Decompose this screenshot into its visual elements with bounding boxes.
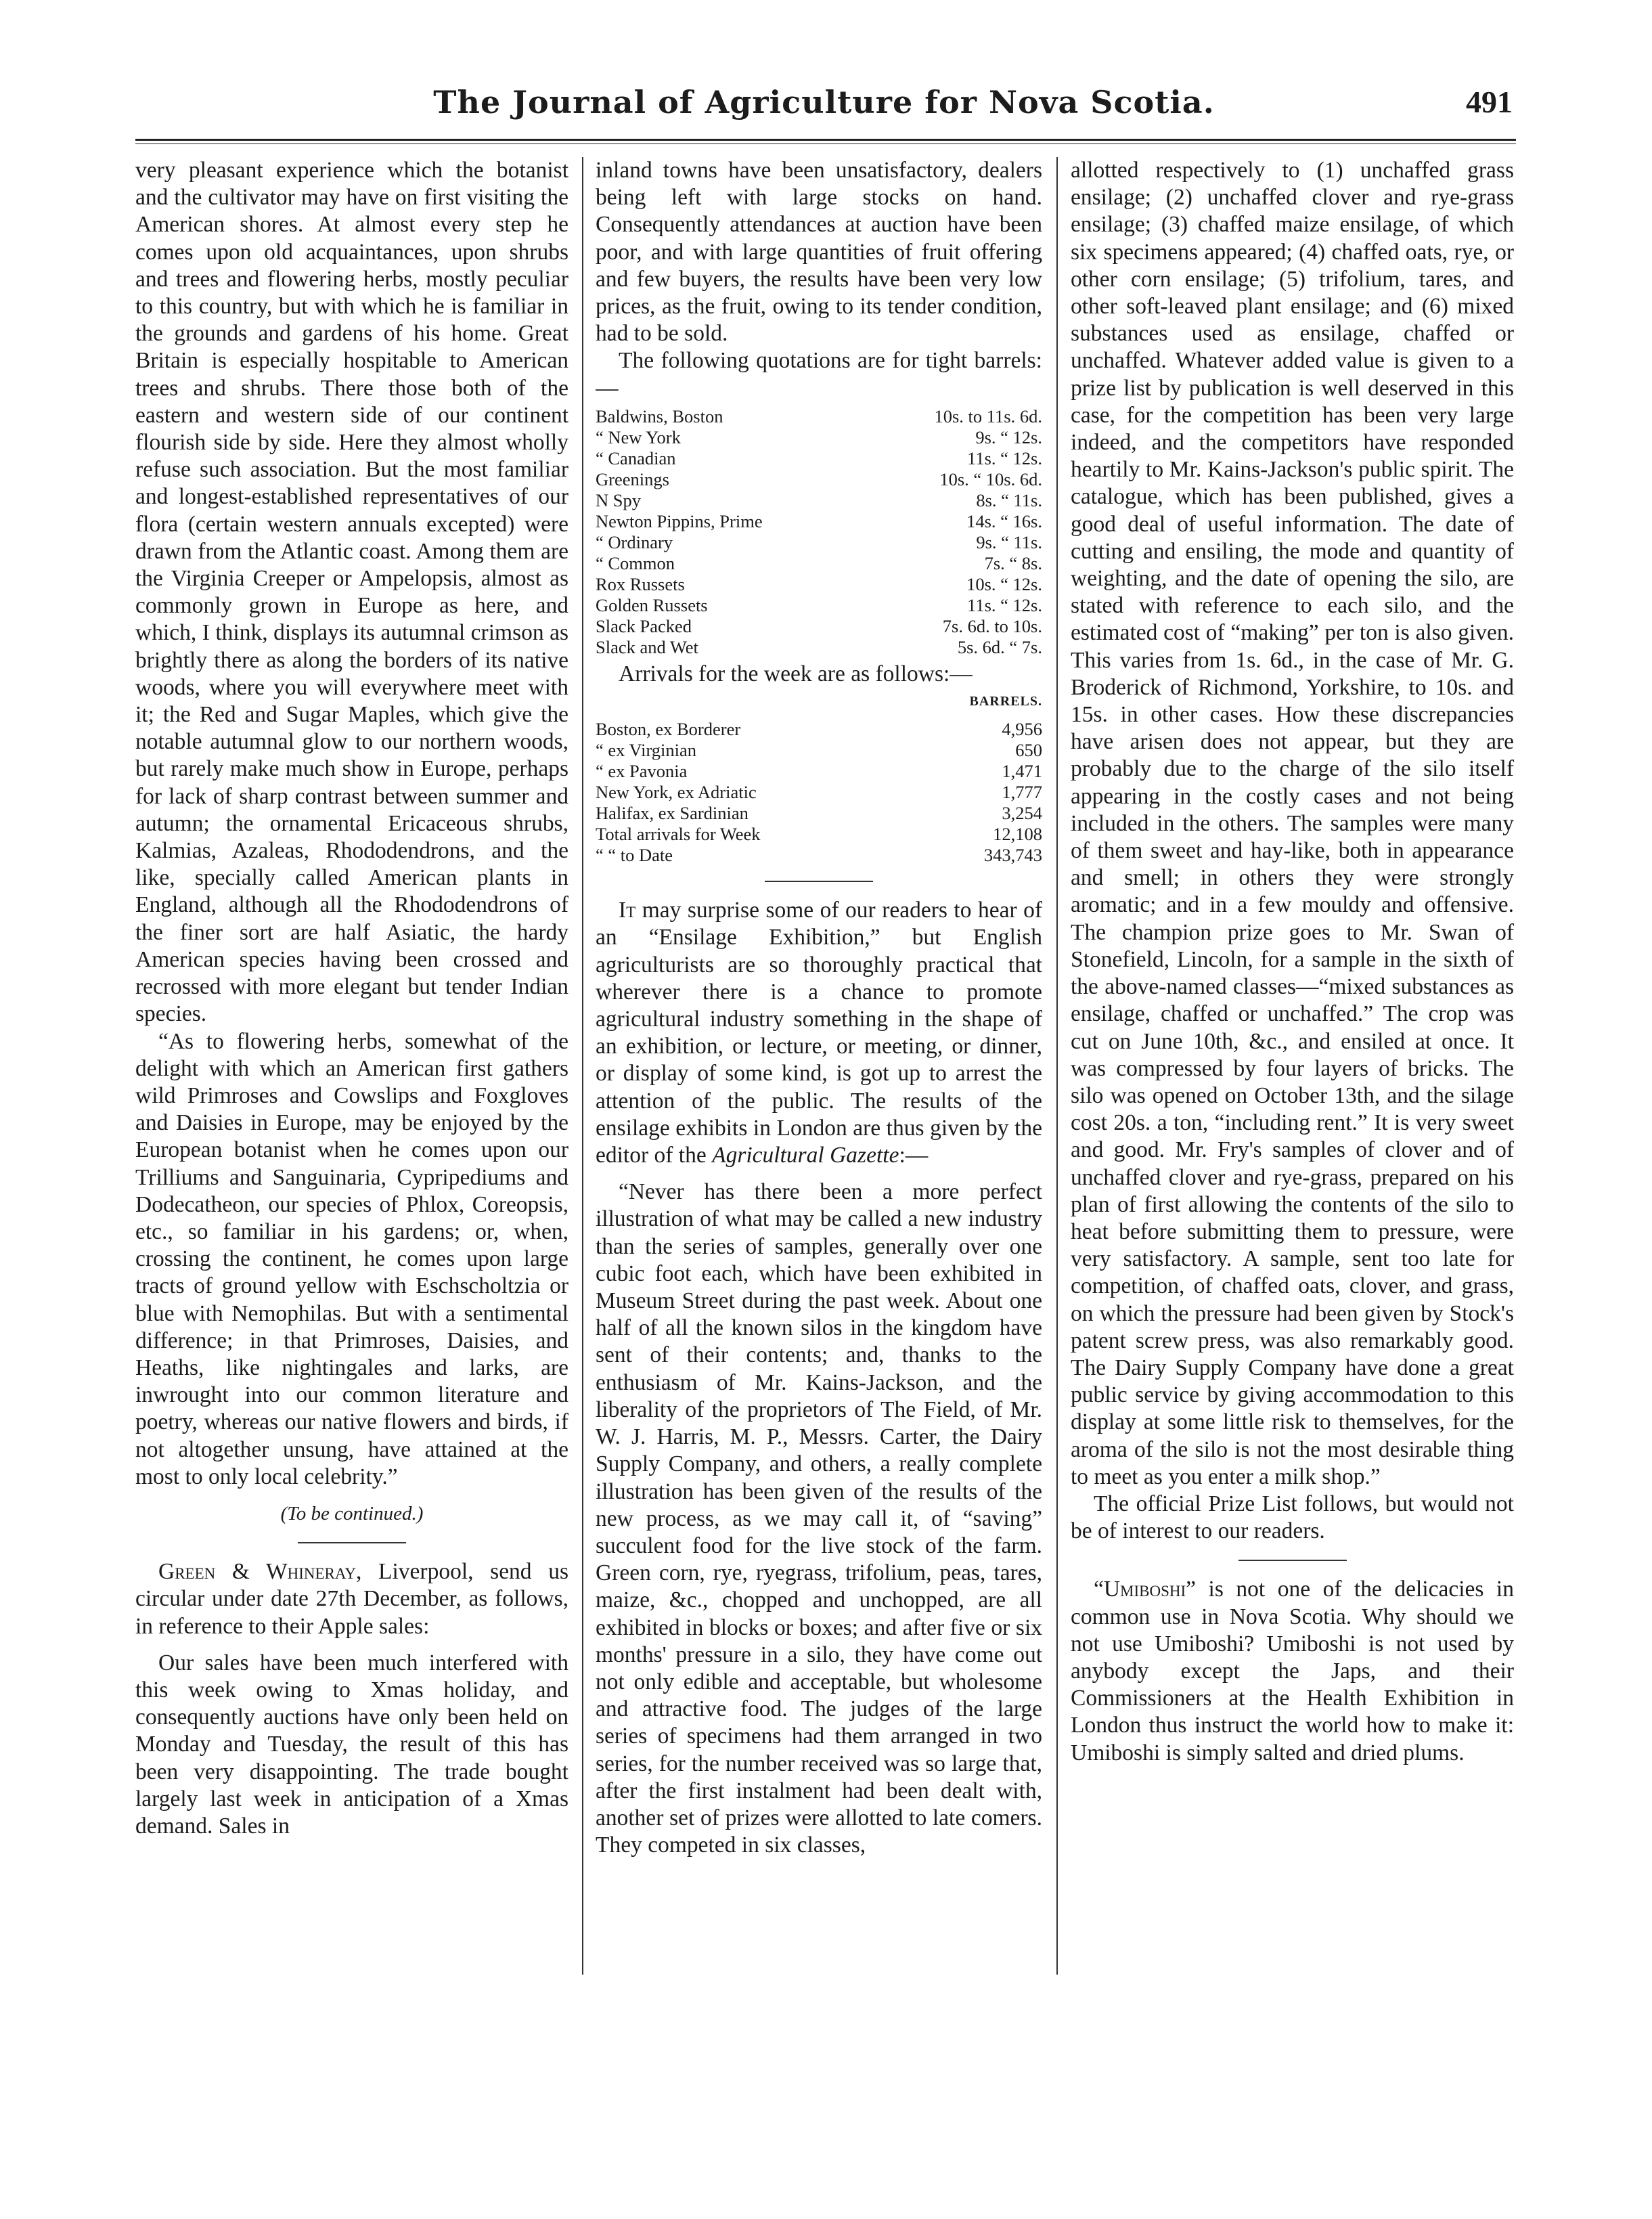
quotation-row [596, 448, 1042, 469]
quotation-row [596, 574, 1042, 595]
quotation-row [596, 616, 1042, 637]
arrival-row [596, 740, 1042, 761]
drop-word: It [619, 898, 636, 923]
paragraph-never-has-there: “Never has there been a more perfect illustration of what may be called a new industry than the series of samples, generally over one cubic foot each, which have been exhibited in Museum Street during the past week. About one half of all the known silos in the kingdom have sent of their contents; and, thanks to the enthusiasm of Mr. Kains-Jackson, and the liberality of the proprietors of The Field, of Mr. W. J. Harris, M. P., Messrs. Carter, the Dairy Supply Company, and others, a really complete illustration has been given of the results of the new process, as we may call it, of “saving” succulent food for the live stock of the farm. Green corn, rye, ryegrass, trifolium, peas, tares, maize, &c., chopped and unchopped, are all exhibited in blocks or boxes; and after five or six months' pressure in a silo, they have come out not only edible and acceptable, but wholesome and attractive food. The judges of the large series of specimens had them arranged in two series, for the number received was so large that, after the first instalment had been dealt with, another set of prizes were allotted to late comers. They competed in six classes, [596, 1179, 1042, 1858]
quotation-row-value: 10s. “ 12s. [966, 573, 1042, 594]
quotation-row-label: “ Ordinary [596, 531, 673, 552]
column-1 [135, 157, 568, 2039]
quotation-row-value: 9s. “ 11s. [976, 531, 1042, 552]
to-be-continued: (To be continued.) [280, 1502, 424, 1524]
quotation-row-label: Newton Pippins, Prime [596, 510, 763, 531]
section-divider [765, 881, 873, 882]
quotation-row-value: 7s. “ 8s. [984, 552, 1042, 573]
column-divider-2 [1056, 157, 1058, 1975]
arrival-row-label: “ “ to Date [596, 845, 673, 866]
arrival-row-label: “ ex Pavonia [596, 761, 688, 782]
paragraph-ensilage-end: :— [899, 1143, 929, 1168]
arrival-row-value: 1,471 [1002, 761, 1042, 782]
column-2 [596, 157, 1042, 2039]
quotation-row-value: 14s. “ 16s. [966, 510, 1042, 531]
arrival-row [596, 845, 1042, 866]
quotation-row-value: 9s. “ 12s. [975, 426, 1042, 447]
quotation-row-value: 5s. 6d. “ 7s. [957, 636, 1042, 657]
quotation-row [596, 595, 1042, 616]
quotation-row-value: 10s. to 11s. 6d. [934, 405, 1042, 426]
quotation-row [596, 427, 1042, 448]
arrival-row [596, 803, 1042, 824]
quotation-row-label: N Spy [596, 489, 642, 510]
quotation-row-label: “ New York [596, 426, 681, 447]
quotation-row-label: “ Common [596, 552, 675, 573]
page-number: 491 [1466, 85, 1513, 119]
paragraph-green-whineray-text: , Liverpool, send us circular under date 27th December, as follows, in reference to their Apple sales: [135, 1559, 568, 1639]
quotation-row-label: Baldwins, Boston [596, 405, 723, 426]
masthead [135, 80, 1513, 134]
arrival-row-label: Boston, ex Borderer [596, 719, 741, 740]
gazette-title: Agricultural Gazette [712, 1143, 899, 1168]
paragraph-quotations-intro: The following quotations are for tight barrels:— [596, 348, 1042, 401]
arrival-row-label: Total arrivals for Week [596, 824, 761, 845]
paragraph-arrivals-intro: Arrivals for the week are as follows:— [619, 661, 973, 686]
journal-title: The Journal of Agriculture for Nova Scotia. [433, 84, 1215, 120]
quotation-row [596, 490, 1042, 511]
arrival-row-value: 650 [1015, 740, 1042, 761]
quotation-row-value: 8s. “ 11s. [976, 489, 1042, 510]
paragraph-umiboshi-text: is not one of the delicacies in common use in Nova Scotia. Why should we not use Umiboshi? Umiboshi is not used by anybody except the Japs, and their Commissioners at the Health Exhibition in London thus instruct the world how to make it: Umiboshi is simply salted and dried plums. [1071, 1577, 1514, 1765]
paragraph-ensilage-exhibition [596, 897, 1042, 1169]
arrival-row [596, 761, 1042, 782]
paragraph-ensilage-text: may surprise some of our readers to hear of an “Ensilage Exhibition,” but English agriculturists are so thoroughly practical that wherever there is a chance to promote agricultural industry something in the shape of an exhibition, or lecture, or meeting, or dinner, or display of some kind, is got up to arrest the attention of the public. The results of the ensilage exhibits in London are thus given by the editor of the [596, 898, 1042, 1168]
quotation-row-label: Slack and Wet [596, 636, 698, 657]
quotation-row [596, 406, 1042, 427]
section-divider [298, 1542, 406, 1543]
umiboshi-lead: “Umiboshi” [1094, 1577, 1197, 1602]
paragraph-inland-towns: inland towns have been unsatisfactory, dealers being left with large stocks on hand. Consequently attendances at auction have been poor, and with large quantities of fruit offering and few buyers, the results have been very low prices, as the fruit, owing to its tender condition, had to be sold. [596, 158, 1042, 347]
paragraph-sales: Our sales have been much interfered with this week owing to Xmas holiday, and consequently auctions have only been held on Monday and Tuesday, the result of this has been very disappointing. The trade bought largely last week in anticipation of a Xmas demand. Sales in [135, 1650, 568, 1839]
quotation-row [596, 553, 1042, 574]
paragraph-flowering-herbs: “As to flowering herbs, somewhat of the delight with which an American first gathers wild Primroses and Cowslips and Foxgloves and Daisies in Europe, may be enjoyed by the European botanist when he comes upon our Trilliums and Sanguinaria, Cypripediums and Dodecatheon, our species of Phlox, Coreopsis, etc., so familiar in his gardens; or, when, crossing the continent, he comes upon large tracts of ground yellow with Eschscholtzia or blue with Nemophilas. But with a sentimental difference; in that Primroses, Daisies, and Heaths, like nightingales and larks, are inwrought into our common literature and poetry, whereas our native flowers and birds, if not altogether unsung, have attained at the most to only local celebrity.” [135, 1028, 568, 1489]
quotation-row-label: Golden Russets [596, 594, 708, 615]
section-divider [1238, 1560, 1347, 1561]
arrivals-header: BARRELS. [969, 694, 1042, 709]
arrival-row [596, 824, 1042, 845]
quotation-row-label: “ Canadian [596, 447, 676, 468]
paragraph-allotted: allotted respectively to (1) unchaffed grass ensilage; (2) unchaffed clover and rye-grass ensilage; (3) chaffed maize ensilage, of which six specimens appeared; (4) chaffed oats, rye, or other corn ensilage; (5) trifolium, tares, and other soft-leaved plant ensilage; and (6) mixed substances used as ensilage, chaffed or unchaffed. Whatever added value is given to a prize list by publication is well deserved in this case, for the competition has been very large indeed, and the competitors have responded heartily to Mr. Kains-Jackson's public spirit. The catalogue, which has been published, gives a good deal of useful information. The date of cutting and ensiling, the mode and quantity of weighting, and the date of opening the silo, are stated with reference to each silo, and the estimated cost of “making” per ton is also given. This varies from 1s. 6d., in the case of Mr. G. Broderick of Richmond, Yorkshire, to 10s. and 15s. in other cases. How these discrepancies have arisen does not appear, but they are probably due to the charge of the silo itself appearing in the costly cases and not being included in the others. The samples were many of them sweet and hay-like, both in appearance and smell; in others they were strongly aromatic; and in a few mouldy and offensive. The champion prize goes to Mr. Swan of Stonefield, Lincoln, for a sample in the sixth of the above-named classes—“mixed substances as ensilage, chaffed or unchaffed.” The crop was cut on June 10th, &c., and ensiled at once. It was compressed by four layers of bricks. The silo was opened on October 13th, and the silage cost 20s. a ton, “including rent.” It is very sweet and good. Mr. Fry's samples of clover and of unchaffed clover and rye-grass, prepared on his plan of first allowing the contents of the silo to heat before submitting them to pressure, were very satisfactory. A sample, sent too late for competition, of chaffed oats, clover, and grass, on which the pressure had been given by Stock's patent screw press, was also remarkably good. The Dairy Supply Company have done a great public service by giving accommodation to this display at some little risk to themselves, for the aroma of the silo is not the most desirable thing to meet as you enter a milk shop.” [1071, 158, 1514, 1489]
quotation-row-value: 11s. “ 12s. [967, 447, 1042, 468]
quotation-row-value: 10s. “ 10s. 6d. [939, 468, 1042, 489]
column-divider-1 [582, 157, 583, 1975]
arrival-row-value: 4,956 [1002, 719, 1042, 740]
paragraph-botanist: very pleasant experience which the botanist and the cultivator may have on first visiting the American shores. At almost every step he comes upon old acquaintances, upon shrubs and trees and flowering herbs, mostly peculiar to this country, but with which he is familiar in the grounds and gardens of his home. Great Britain is especially hospitable to American trees and shrubs. There those both of the eastern and western side of our continent flourish side by side. Here they almost wholly refuse such association. But the most familiar and longest-established representatives of our flora (certain western annuals excepted) were drawn from the Atlantic coast. Among them are the Virginia Creeper or Ampelopsis, almost as commonly grown in Europe as here, and which, I think, displays its autumnal crimson as brightly there as along the borders of its native woods, where you will everywhere meet with it; the Red and Sugar Maples, which give the notable autumnal glow to our northern woods, but rarely make much show in Europe, perhaps for lack of sharp contrast between summer and autumn; the ornamental Ericaceous shrubs, Kalmias, Azaleas, Rhododendrons, and the like, specially called American plants in England, although all the Rhododendrons of the finer sort are half Asiatic, the hardy American species having been crossed and recrossed with more elegant but tender Indian species. [135, 158, 568, 1027]
paragraph-prize-list: The official Prize List follows, but would not be of interest to our readers. [1071, 1491, 1514, 1544]
quotation-row [596, 637, 1042, 658]
arrival-row-label: New York, ex Adriatic [596, 782, 757, 803]
quotations-table [596, 406, 1042, 658]
quotation-row [596, 469, 1042, 490]
quotation-row-label: Rox Russets [596, 573, 685, 594]
paragraph-green-whineray [135, 1558, 568, 1640]
quotation-row [596, 511, 1042, 532]
quotation-row-value: 11s. “ 12s. [967, 594, 1042, 615]
quotation-row-value: 7s. 6d. to 10s. [942, 615, 1042, 636]
header-rule [135, 139, 1516, 141]
paragraph-umiboshi [1071, 1576, 1514, 1766]
quotation-row-label: Greenings [596, 468, 669, 489]
firm-name: Green & Whineray [158, 1559, 356, 1585]
quotation-row [596, 532, 1042, 553]
arrival-row-label: Halifax, ex Sardinian [596, 803, 749, 824]
arrival-row [596, 782, 1042, 803]
arrival-row [596, 719, 1042, 740]
arrival-row-value: 3,254 [1002, 803, 1042, 824]
arrivals-table [596, 719, 1042, 866]
arrival-row-label: “ ex Virginian [596, 740, 697, 761]
arrival-row-value: 343,743 [983, 845, 1042, 866]
arrival-row-value: 12,108 [993, 824, 1042, 845]
quotation-row-label: Slack Packed [596, 615, 692, 636]
column-3 [1071, 157, 1514, 2039]
arrival-row-value: 1,777 [1002, 782, 1042, 803]
